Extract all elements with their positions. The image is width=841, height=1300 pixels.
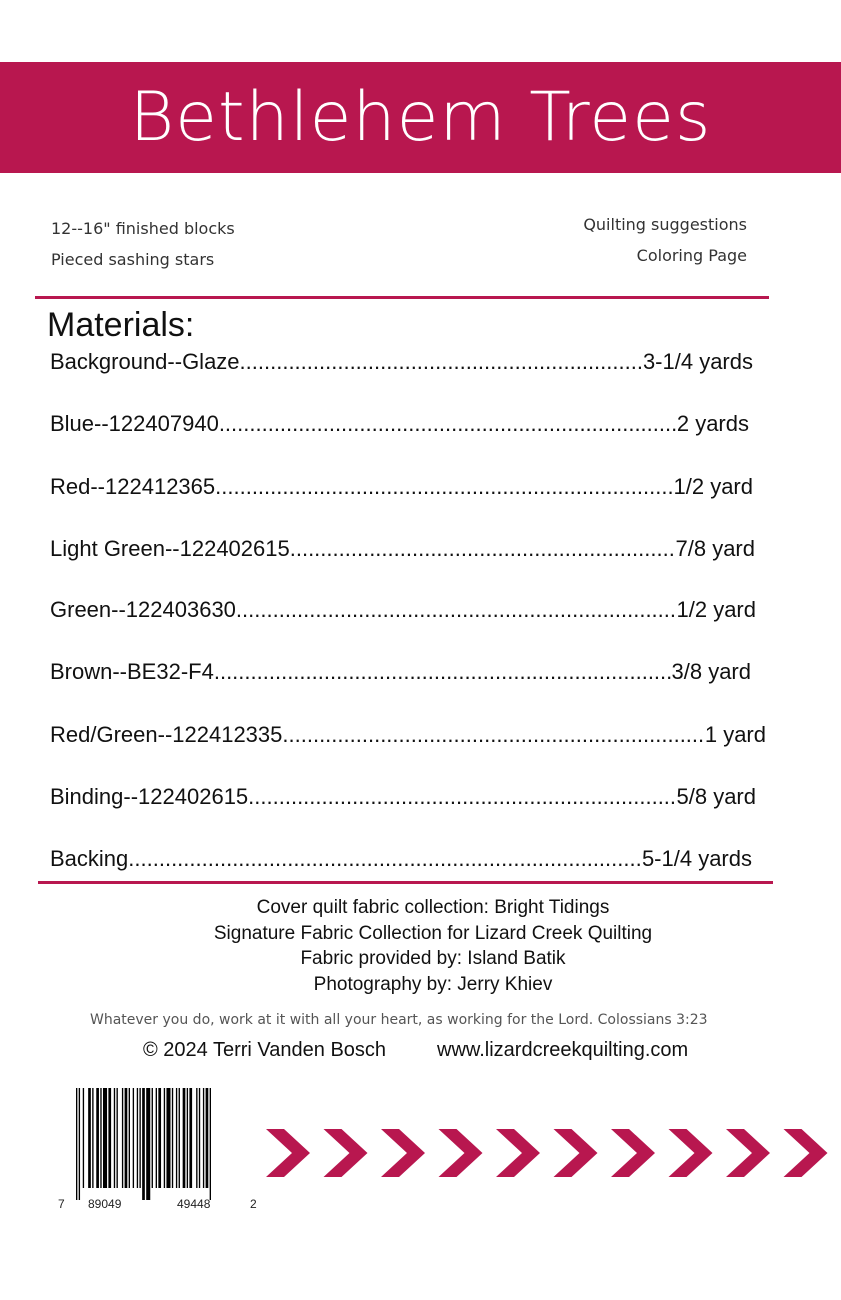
page-title: Bethlehem Trees — [129, 78, 712, 157]
barcode-bar — [108, 1088, 111, 1188]
barcode-bar — [100, 1088, 101, 1188]
feature-coloring-page: Coloring Page — [636, 246, 747, 265]
material-name: Binding--122402615 — [50, 784, 249, 809]
leader-dots — [290, 536, 676, 562]
barcode-bar — [103, 1088, 107, 1188]
barcode-bar — [117, 1088, 118, 1188]
material-amount: 1/2 yard — [673, 474, 753, 499]
material-name: Brown--BE32-F4 — [50, 659, 214, 684]
chevron-right-icon — [496, 1129, 540, 1177]
verse: Whatever you do, work at it with all your heart, as working for the Lord. Colossians 3:23 — [90, 1012, 708, 1028]
material-amount: 5/8 yard — [676, 784, 756, 809]
material-row — [50, 597, 756, 623]
material-row — [50, 659, 751, 685]
barcode-bar — [156, 1088, 157, 1188]
barcode-bar — [137, 1088, 138, 1188]
feature-quilting-suggestions: Quilting suggestions — [583, 215, 747, 234]
material-name: Background--Glaze — [50, 349, 240, 374]
barcode-bar — [210, 1088, 211, 1200]
material-name: Light Green--122402615 — [50, 536, 290, 561]
chevron-right-icon — [439, 1129, 483, 1177]
barcode-bar — [122, 1088, 123, 1188]
barcode-bar — [206, 1088, 209, 1188]
barcode-bar — [96, 1088, 99, 1188]
chevron-right-icon — [554, 1129, 598, 1177]
barcode-bar — [125, 1088, 128, 1188]
material-name: Green--122403630 — [50, 597, 236, 622]
leader-dots — [240, 349, 643, 375]
barcode-bar — [179, 1088, 180, 1188]
material-amount: 2 yards — [676, 411, 749, 436]
chevron-right-icon — [324, 1129, 368, 1177]
material-name: Red--122412365 — [50, 474, 216, 499]
barcode-digit-lead: 7 — [58, 1197, 65, 1211]
chevron-border — [258, 1126, 841, 1180]
feature-sashing-stars: Pieced sashing stars — [51, 250, 215, 269]
material-name: Blue--122407940 — [50, 411, 219, 436]
material-row — [50, 411, 749, 437]
barcode-bar — [183, 1088, 186, 1188]
leader-dots — [248, 784, 676, 810]
credit-collection: Cover quilt fabric collection: Bright Tidings — [256, 897, 610, 918]
material-amount: 3/8 yard — [671, 659, 751, 684]
barcode-bar — [129, 1088, 130, 1188]
chevron-right-icon — [726, 1129, 770, 1177]
barcode-bar — [164, 1088, 165, 1188]
barcode-digit-check: 2 — [250, 1197, 257, 1211]
barcode-bar — [114, 1088, 115, 1188]
barcode-bar — [139, 1088, 140, 1188]
barcode-bar — [199, 1088, 200, 1188]
barcode-bar — [152, 1088, 153, 1188]
barcode-bar — [133, 1088, 134, 1188]
chevron-right-icon — [669, 1129, 713, 1177]
divider-top — [35, 296, 769, 299]
divider-bottom — [38, 881, 773, 884]
barcode-bar — [142, 1088, 145, 1200]
barcode — [70, 1088, 270, 1206]
material-amount: 3-1/4 yards — [642, 349, 753, 374]
barcode-bar — [196, 1088, 197, 1188]
credit-fabric: Fabric provided by: Island Batik — [300, 948, 566, 969]
material-row — [50, 474, 753, 500]
barcode-bar — [83, 1088, 84, 1188]
material-amount: 5-1/4 yards — [641, 846, 752, 871]
material-amount: 1 yard — [704, 722, 766, 747]
feature-finished-blocks: 12--16" finished blocks — [51, 219, 235, 238]
credit-signature: Signature Fabric Collection for Lizard Creek Quilting — [213, 923, 653, 944]
barcode-bar — [172, 1088, 173, 1188]
material-amount: 7/8 yard — [675, 536, 755, 561]
leader-dots — [282, 722, 704, 748]
chevron-right-icon — [266, 1129, 310, 1177]
credit-photography: Photography by: Jerry Khiev — [313, 974, 553, 995]
barcode-bar — [166, 1088, 170, 1188]
copyright: © 2024 Terri Vanden Bosch — [143, 1039, 387, 1061]
chevron-right-icon — [611, 1129, 655, 1177]
barcode-bar — [88, 1088, 91, 1188]
barcode-bar — [146, 1088, 150, 1200]
barcode-bar — [187, 1088, 188, 1188]
barcode-digits-right: 49448 — [177, 1197, 211, 1211]
material-row — [50, 722, 766, 748]
barcode-bar — [176, 1088, 177, 1188]
barcode-bar — [92, 1088, 93, 1188]
website-link[interactable]: www.lizardcreekquilting.com — [437, 1039, 689, 1061]
barcode-bar — [76, 1088, 77, 1200]
chevron-right-icon — [381, 1129, 425, 1177]
chevron-right-icon — [784, 1129, 828, 1177]
materials-heading: Materials: — [47, 306, 195, 344]
leader-dots — [236, 597, 677, 623]
leader-dots — [219, 411, 677, 437]
material-row — [50, 784, 756, 810]
material-amount: 1/2 yard — [676, 597, 756, 622]
material-name: Red/Green--122412335 — [50, 722, 283, 747]
leader-dots — [215, 474, 673, 500]
material-row — [50, 349, 753, 375]
material-row — [50, 536, 755, 562]
leader-dots — [214, 659, 672, 685]
barcode-bar — [203, 1088, 204, 1188]
leader-dots — [128, 846, 642, 872]
barcode-bar — [189, 1088, 192, 1188]
barcode-digits-left: 89049 — [88, 1197, 122, 1211]
barcode-bar — [79, 1088, 80, 1200]
material-name: Backing — [50, 846, 129, 871]
barcode-bar — [158, 1088, 161, 1188]
material-row — [50, 846, 752, 872]
